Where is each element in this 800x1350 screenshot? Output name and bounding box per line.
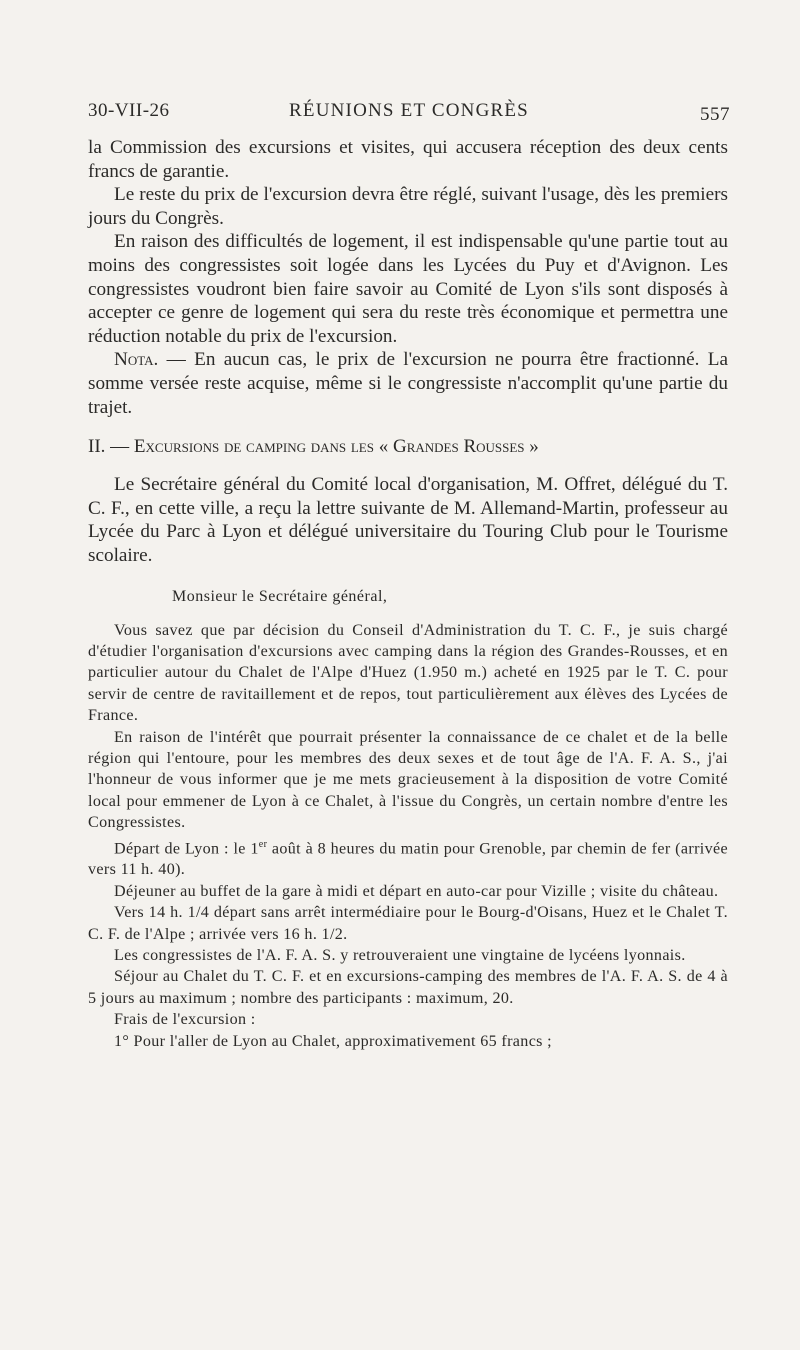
paragraph-nota [88, 348, 728, 419]
letter-paragraph-aller: 1° Pour l'aller de Lyon au Chalet, approximativement 65 francs ; [114, 1032, 552, 1050]
section-heading [88, 435, 728, 459]
nota-label: Nota. [114, 349, 159, 371]
nota-text: — En aucun cas, le prix de l'excursion ne pourra être fractionné. La somme versée reste acquise, même si le congressiste n'accomplit qu'une partie du trajet. [88, 349, 728, 418]
letter-paragraph-sejour: Séjour au Chalet du T. C. F. et en excursions-camping des membres de l'A. F. A. S. de 4 à 5 jours au maximum ; nombre des participants : maximum, 20. [88, 968, 728, 1007]
running-header [88, 98, 730, 128]
header-title: RÉUNIONS ET CONGRÈS [289, 100, 529, 121]
page-number: 557 [700, 104, 730, 125]
paragraph-reste-prix: Le reste du prix de l'excursion devra être réglé, suivant l'usage, dès les premiers jours du Congrès. [88, 184, 728, 229]
paragraph-logement: En raison des difficultés de logement, il est indispensable qu'une partie tout au moins des congressistes soit logée dans les Lycées du Puy et d'Avignon. Les congressistes voudront bien faire savoir au Comité de Lyon s'ils sont disposés à accepter ce genre de logement qui sera du reste très économique et permettra une réduction notable du prix de l'excursion. [88, 231, 728, 347]
letter-paragraph-1: Vous savez que par décision du Conseil d'Administration du T. C. F., je suis chargé d'étudier l'organisation d'excursions avec camping dans la région des Grandes-Rousses, et en particulier autour du Chalet de l'Alpe d'Huez (1.950 m.) acheté en 1925 par le T. C. pour servir de centre de ravitaillement et de repos, tout particulièrement aux élèves des Lycées de France. [88, 621, 728, 725]
letter-paragraph-dejeuner: Déjeuner au buffet de la gare à midi et départ en auto-car pour Vizille ; visite du château. [114, 882, 719, 900]
letter-paragraph-vers: Vers 14 h. 1/4 départ sans arrêt intermédiaire pour le Bourg-d'Oisans, Huez et le Chalet T. C. F. de l'Alpe ; arrivée vers 16 h. 1/2. [88, 904, 728, 943]
section-heading-text: II. — Excursions de camping dans les « Grandes Rousses » [88, 436, 539, 458]
letter-paragraph-2: En raison de l'intérêt que pourrait présenter la connaissance de ce chalet et de la belle région qui l'entoure, pour les membres des deux sexes et de tout âge de l'A. F. A. S., j'ai l'honneur de vous informer que je me mets gracieusement à la disposition de votre Comité local pour emmener de Lyon à ce Chalet, à l'issue du Congrès, un certain nombre d'entre les Congressistes. [88, 728, 728, 832]
letter-paragraph-lyceens: Les congressistes de l'A. F. A. S. y retrouveraient une vingtaine de lycéens lyonnais. [114, 946, 686, 964]
letter-paragraph-depart [88, 834, 728, 881]
header-date: 30-VII-26 [88, 100, 170, 121]
page-body [88, 136, 728, 1052]
paragraph-commission: la Commission des excursions et visites, qui accusera réception des deux cents francs de garantie. [88, 137, 728, 182]
letter-paragraph-frais: Frais de l'excursion : [114, 1011, 256, 1029]
letter-salutation: Monsieur le Secrétaire général, [172, 587, 388, 605]
paragraph-intro: Le Secrétaire général du Comité local d'organisation, M. Offret, délégué du T. C. F., en cette ville, a reçu la lettre suivante de M. Allemand-Martin, professeur au Lycée du Parc à Lyon et délégué universitaire du Touring Club pour le Tourisme scolaire. [88, 474, 728, 566]
depart-text-a: Départ de Lyon : le 1 [114, 839, 259, 857]
depart-superscript: er [258, 838, 268, 850]
depart-text-b: août à 8 heures du matin pour Grenoble, par chemin de fer (arrivée vers 11 h. 40). [88, 839, 728, 879]
